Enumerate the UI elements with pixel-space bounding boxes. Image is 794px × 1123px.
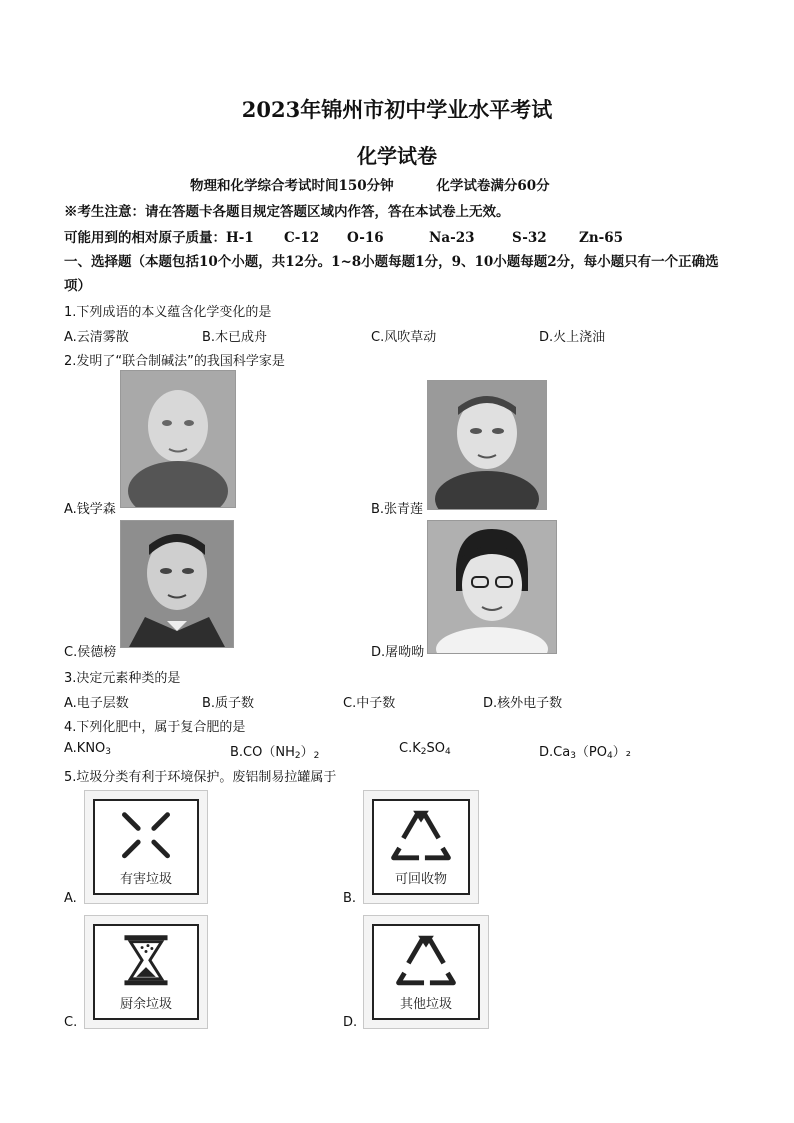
scientist-photo-d: [427, 520, 557, 654]
question-stem: 5.垃圾分类有利于环境保护。废铝制易拉罐属于: [64, 770, 337, 785]
option-d: D.火上浇油: [539, 330, 606, 345]
hazardous-waste-sign: [84, 790, 208, 904]
recyclable-sign: [363, 790, 479, 904]
option-c: C.中子数: [343, 696, 396, 711]
scientist-photo-b: [427, 380, 547, 510]
question-stem: 2.发明了“联合制碱法”的我国科学家是: [64, 354, 285, 369]
option-a: A.: [64, 891, 77, 906]
atomic-mass-line: [64, 226, 623, 246]
option-b: $B.CO(NH_2)_2$: [230, 745, 320, 761]
scientist-photo-a: [120, 370, 236, 508]
option-b: B.: [343, 891, 357, 906]
option-c: C.: [64, 1015, 78, 1030]
option-b: B.木已成舟: [202, 330, 268, 345]
option-a: $A.KNO_3$: [64, 741, 112, 757]
question-stem: 4.下列化肥中，属于复合肥的是: [64, 720, 246, 735]
atomic-mass-item: O-16: [347, 230, 384, 246]
exam-info: [190, 174, 588, 194]
question-stem: 1.下列成语的本义蕴含化学变化的是: [64, 305, 272, 320]
bin-label: 有害垃圾: [119, 872, 172, 887]
option-c: $C.K_2SO_4$: [399, 741, 451, 757]
atomic-mass-label: 可能用到的相对原子质量：: [64, 230, 226, 246]
option-d: D.核外电子数: [483, 696, 563, 711]
atomic-mass-item: Na-23: [429, 230, 475, 246]
exam-title: 2023年锦州市初中学业水平考试: [241, 97, 553, 122]
atomic-mass-item: H-1: [226, 230, 254, 246]
other-waste-sign: [363, 915, 489, 1029]
bin-label: 可回收物: [394, 872, 447, 887]
option-a: A.钱学森: [64, 502, 116, 517]
option-a: A.云清雾散: [64, 330, 129, 345]
option-a: A.电子层数: [64, 696, 129, 711]
exam-subject: 化学试卷: [357, 144, 437, 168]
kitchen-waste-sign: [84, 915, 208, 1029]
option-d: D.: [343, 1015, 358, 1030]
scientist-photo-c: [120, 520, 234, 648]
option-b: B.质子数: [202, 696, 255, 711]
option-d: D.屠呦呦: [371, 645, 425, 660]
option-c: C.风吹草动: [371, 330, 437, 345]
option-d: $D.Ca_3(PO_4)_2$: [539, 745, 631, 761]
atomic-mass-item: Zn-65: [579, 230, 624, 246]
option-b: B.张青莲: [371, 502, 424, 517]
bin-label: 其他垃圾: [399, 997, 452, 1012]
score-info: 化学试卷满分60分: [436, 178, 550, 194]
time-info: 物理和化学综合考试时间150分钟: [190, 178, 394, 194]
section-title: 一、选择题（本题包括10个小题，共12分。1~8小题每题1分，9、10小题每题2分，每小题只有一个正确选项）: [64, 254, 719, 294]
bin-label: 厨余垃圾: [119, 997, 172, 1012]
question-stem: 3.决定元素种类的是: [64, 671, 181, 686]
atomic-mass-item: C-12: [284, 230, 320, 246]
option-c: C.侯德榜: [64, 645, 117, 660]
candidate-notice: ※考生注意：请在答题卡各题目规定答题区域内作答，答在本试卷上无效。: [64, 204, 510, 220]
atomic-mass-item: S-32: [512, 230, 547, 246]
